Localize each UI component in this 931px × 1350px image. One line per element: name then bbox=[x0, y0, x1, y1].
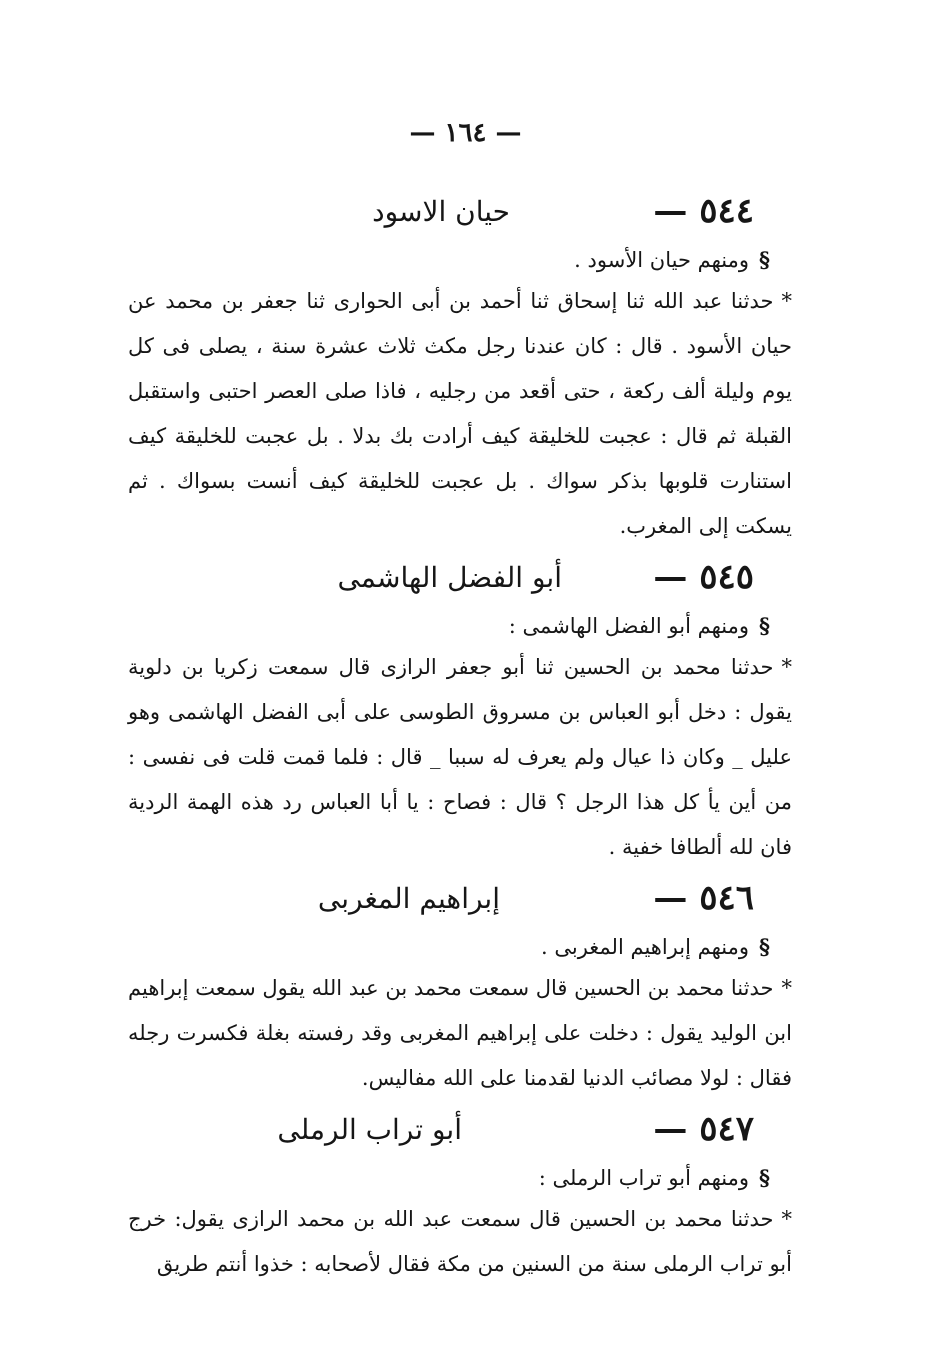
entry-narration bbox=[128, 279, 792, 549]
page-content bbox=[128, 185, 792, 1287]
entry-heading bbox=[128, 551, 792, 607]
entry-heading bbox=[128, 1103, 792, 1159]
entry-name: إبراهيم المغربى bbox=[317, 882, 500, 915]
intro-text: ومنهم أبو تراب الرملى : bbox=[538, 1166, 750, 1190]
entry-narration bbox=[128, 645, 792, 870]
asterisk-icon: * bbox=[781, 1207, 792, 1231]
entry-546 bbox=[128, 872, 792, 1101]
intro-text: ومنهم حيان الأسود . bbox=[574, 248, 750, 272]
section-marker-icon: § bbox=[759, 934, 770, 959]
section-marker-icon: § bbox=[759, 613, 770, 638]
entry-544 bbox=[128, 185, 792, 549]
entry-narration bbox=[128, 1197, 792, 1287]
entry-547 bbox=[128, 1103, 792, 1287]
narration-text: حدثنا محمد بن الحسين قال سمعت محمد بن عبد الله يقول سمعت إبراهيم ابن الوليد يقول : دخلت على إبراهيم المغربى وقد رفسته بغلة فكسرت رجله فقال : لولا مصائب الدنيا لقدمنا على الله مفاليس. bbox=[128, 976, 792, 1090]
entry-name: أبو تراب الرملى bbox=[277, 1113, 462, 1146]
entry-name: أبو الفضل الهاشمى bbox=[337, 561, 562, 594]
section-marker-icon: § bbox=[759, 1165, 770, 1190]
entry-heading bbox=[128, 872, 792, 928]
entry-narration bbox=[128, 966, 792, 1101]
asterisk-icon: * bbox=[781, 289, 792, 313]
entry-545 bbox=[128, 551, 792, 870]
intro-text: ومنهم أبو الفضل الهاشمى : bbox=[508, 614, 750, 638]
section-marker-icon: § bbox=[759, 247, 770, 272]
narration-text: حدثنا محمد بن الحسين قال سمعت عبد الله بن محمد الرازى يقول: خرج أبو تراب الرملى سنة من السنين من مكة فقال لأصحابه : خذوا أنتم طريق bbox=[128, 1207, 792, 1276]
entry-number: ٥٤٥ — bbox=[653, 557, 754, 597]
narration-text: حدثنا عبد الله ثنا إسحاق ثنا أحمد بن أبى الحوارى ثنا جعفر بن محمد عن حيان الأسود . قال : كان عندنا رجل مكث ثلاث عشرة سنة ، يصلى فى كل يوم وليلة ألف ركعة ، حتى أقعد من رجليه ، فاذا صلى العصر احتبى واستقبل القبلة ثم قال : عجبت للخليقة كيف أرادت بك بدلا . بل عجبت للخليقة كيف استنارت قلوبها بذكر سواك . بل عجبت للخليقة كيف أنست بسواك . ثم يسكت إلى المغرب. bbox=[128, 289, 792, 538]
entry-intro bbox=[128, 928, 792, 966]
entry-intro bbox=[128, 607, 792, 645]
entry-heading bbox=[128, 185, 792, 241]
entry-name: حيان الاسود bbox=[372, 195, 510, 228]
entry-intro bbox=[128, 1159, 792, 1197]
page-number: — ١٦٤ — bbox=[409, 118, 522, 148]
narration-text: حدثنا محمد بن الحسين ثنا أبو جعفر الرازى قال سمعت زكريا بن دلوية يقول : دخل أبو العباس بن مسروق الطوسى على أبى الفضل الهاشمى وهو عليل _ وكان ذا عيال ولم يعرف له سببا _ قال : فلما قمت قلت فى نفسى : من أين يأ كل هذا الرجل ؟ قال : فصاح : يا أبا العباس رد هذه الهمة الردية فان لله ألطافا خفية . bbox=[128, 655, 792, 859]
asterisk-icon: * bbox=[781, 976, 792, 1000]
entry-intro bbox=[128, 241, 792, 279]
entry-number: ٥٤٤ — bbox=[653, 191, 754, 231]
asterisk-icon: * bbox=[781, 655, 792, 679]
intro-text: ومنهم إبراهيم المغربى . bbox=[541, 935, 750, 959]
entry-number: ٥٤٦ — bbox=[653, 878, 754, 918]
entry-number: ٥٤٧ — bbox=[653, 1109, 754, 1149]
